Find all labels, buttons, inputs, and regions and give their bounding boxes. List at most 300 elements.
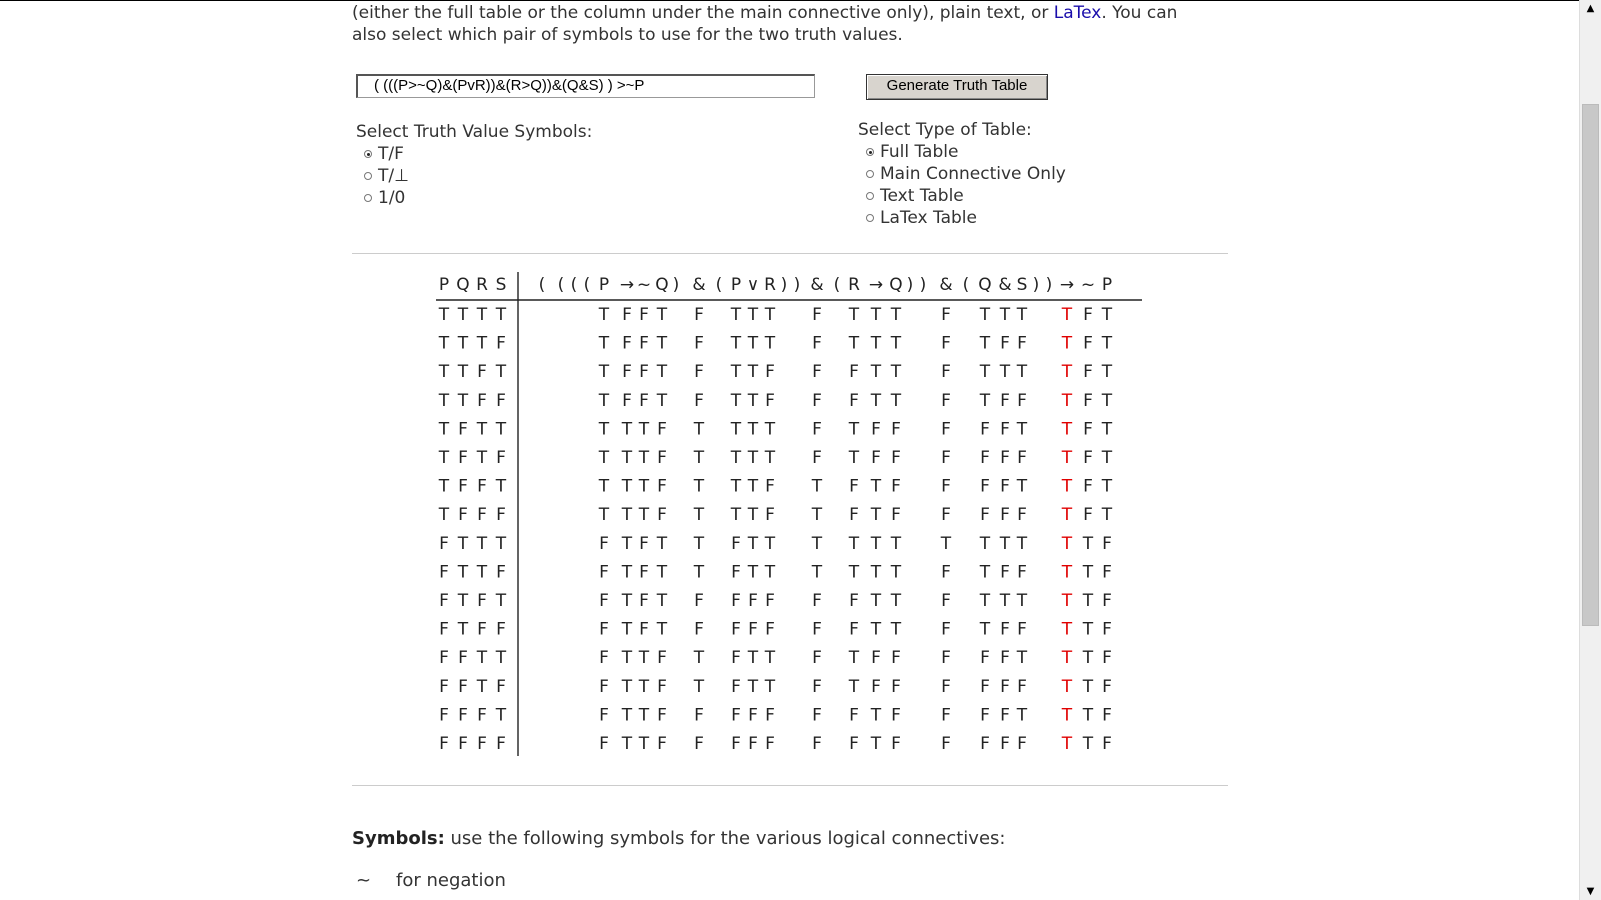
- table-cell-var: T: [495, 419, 507, 440]
- table-cell-value: F: [941, 505, 951, 526]
- table-cell-value: F: [765, 619, 775, 640]
- table-cell-value: T: [693, 562, 705, 583]
- table-cell-var: F: [439, 591, 449, 611]
- table-cell-value: F: [980, 705, 990, 726]
- table-cell-var: F: [439, 619, 449, 640]
- table-cell-var: T: [438, 448, 450, 468]
- table-cell-value: T: [811, 562, 823, 583]
- table-cell-value: F: [639, 591, 649, 611]
- table-cell-var: T: [457, 619, 469, 640]
- table-cell-value: T: [693, 648, 705, 669]
- truth-symbol-option-label: T/⊥: [378, 166, 409, 186]
- table-cell-value: T: [848, 533, 860, 554]
- table-cell-value: F: [765, 476, 775, 497]
- table-cell-value: F: [1000, 734, 1010, 754]
- table-cell-var: F: [439, 533, 449, 554]
- table-cell-value: F: [622, 390, 632, 411]
- table-cell-value: F: [871, 676, 881, 697]
- table-cell-value: F: [599, 734, 609, 754]
- table-header-token: ∨: [746, 275, 760, 295]
- latex-link[interactable]: LaTex: [1053, 3, 1102, 23]
- table-cell-value: T: [811, 505, 823, 526]
- table-cell-value: T: [890, 591, 902, 611]
- table-cell-value: F: [599, 676, 609, 697]
- table-cell-value: F: [980, 476, 990, 497]
- table-cell-value: F: [849, 390, 859, 411]
- table-cell-value: T: [999, 362, 1011, 383]
- table-type-label: Select Type of Table:: [858, 120, 1032, 140]
- table-cell-value: T: [764, 333, 776, 354]
- table-cell-value: F: [657, 476, 667, 497]
- negation-description: for negation: [396, 870, 506, 891]
- table-cell-value: F: [891, 505, 901, 526]
- table-cell-value: T: [890, 333, 902, 354]
- table-cell-value: F: [849, 705, 859, 726]
- table-cell-var: F: [458, 419, 468, 440]
- table-cell-value: T: [598, 448, 610, 468]
- table-cell-value: F: [765, 362, 775, 383]
- truth-symbol-option[interactable]: [356, 187, 592, 209]
- table-cell-value: F: [1083, 333, 1093, 354]
- table-cell-value: F: [765, 734, 775, 754]
- table-cell-value: F: [941, 705, 951, 726]
- table-cell-value: F: [1000, 619, 1010, 640]
- table-cell-value: T: [638, 676, 650, 697]
- table-cell-value: T: [979, 305, 991, 325]
- table-cell-value: T: [764, 533, 776, 554]
- table-cell-value: F: [1083, 390, 1093, 411]
- table-cell-value: F: [941, 619, 951, 640]
- table-cell-value: F: [765, 390, 775, 411]
- truth-table: [352, 272, 1228, 772]
- table-cell-var: F: [439, 562, 449, 583]
- table-cell-var: F: [439, 676, 449, 697]
- truth-symbol-option[interactable]: [356, 165, 592, 187]
- table-cell-value: F: [891, 476, 901, 497]
- table-header-token: →: [619, 275, 635, 295]
- truth-symbol-option[interactable]: [356, 143, 592, 165]
- table-cell-value: T: [730, 333, 742, 354]
- table-cell-value: F: [849, 619, 859, 640]
- table-type-option-label: LaTex Table: [880, 208, 977, 228]
- radio-button-icon[interactable]: [364, 172, 372, 180]
- table-cell-var: F: [477, 734, 487, 754]
- table-cell-value: T: [848, 562, 860, 583]
- table-cell-value: F: [1102, 591, 1112, 611]
- table-cell-value: T: [979, 362, 991, 383]
- table-cell-value: T: [747, 648, 759, 669]
- table-cell-var: F: [458, 676, 468, 697]
- table-cell-value: F: [731, 648, 741, 669]
- table-cell-main-connective: T: [1061, 305, 1073, 325]
- table-cell-value: T: [730, 390, 742, 411]
- table-cell-value: F: [891, 648, 901, 669]
- radio-button-icon[interactable]: [866, 148, 874, 156]
- table-header-token: (: [557, 275, 565, 295]
- table-cell-var: F: [477, 591, 487, 611]
- table-cell-var: T: [476, 448, 488, 468]
- table-cell-value: T: [870, 305, 882, 325]
- generate-truth-table-button[interactable]: Generate Truth Table: [866, 74, 1048, 100]
- table-cell-value: F: [748, 705, 758, 726]
- table-cell-value: T: [979, 619, 991, 640]
- scrollbar-thumb[interactable]: [1582, 104, 1599, 626]
- table-cell-value: T: [656, 533, 668, 554]
- table-cell-value: F: [941, 591, 951, 611]
- table-cell-value: T: [1082, 676, 1094, 697]
- table-header-token: P: [598, 275, 610, 295]
- table-cell-var: F: [477, 390, 487, 411]
- table-cell-value: F: [1102, 533, 1112, 554]
- table-cell-var: T: [495, 305, 507, 325]
- table-cell-value: T: [598, 305, 610, 325]
- table-cell-value: F: [849, 734, 859, 754]
- table-header-var: Q: [456, 275, 470, 295]
- table-cell-value: T: [1101, 419, 1113, 440]
- table-cell-value: F: [694, 591, 704, 611]
- radio-button-icon[interactable]: [364, 194, 372, 202]
- table-cell-var: F: [458, 734, 468, 754]
- table-cell-var: T: [495, 362, 507, 383]
- table-cell-value: F: [731, 591, 741, 611]
- table-cell-value: T: [1082, 734, 1094, 754]
- table-cell-value: T: [747, 390, 759, 411]
- table-cell-value: F: [1000, 676, 1010, 697]
- table-cell-value: F: [731, 562, 741, 583]
- table-cell-var: F: [458, 705, 468, 726]
- table-cell-value: F: [748, 619, 758, 640]
- table-header-token: R: [848, 275, 860, 295]
- table-header-token: ): [780, 275, 788, 295]
- table-cell-value: F: [1102, 676, 1112, 697]
- table-cell-main-connective: T: [1061, 390, 1073, 411]
- table-cell-value: T: [730, 476, 742, 497]
- table-header-token: P: [1101, 275, 1113, 295]
- table-cell-var: F: [496, 562, 506, 583]
- table-cell-value: T: [747, 562, 759, 583]
- table-cell-value: F: [731, 734, 741, 754]
- table-cell-value: T: [598, 362, 610, 383]
- table-cell-var: F: [477, 362, 487, 383]
- table-cell-value: F: [1000, 390, 1010, 411]
- table-cell-var: T: [438, 476, 450, 497]
- table-cell-value: T: [848, 419, 860, 440]
- table-header-token: &: [810, 275, 824, 295]
- table-cell-value: T: [747, 362, 759, 383]
- table-cell-value: T: [870, 362, 882, 383]
- radio-button-icon[interactable]: [866, 170, 874, 178]
- table-type-option[interactable]: [858, 185, 1066, 207]
- table-cell-value: F: [1102, 619, 1112, 640]
- table-cell-value: T: [730, 448, 742, 468]
- table-cell-value: T: [870, 734, 882, 754]
- table-cell-var: F: [477, 505, 487, 526]
- table-cell-var: T: [438, 505, 450, 526]
- table-cell-value: T: [747, 476, 759, 497]
- table-cell-value: F: [1102, 734, 1112, 754]
- table-cell-main-connective: T: [1061, 705, 1073, 726]
- table-cell-value: T: [656, 362, 668, 383]
- table-header-token: R: [764, 275, 776, 295]
- table-cell-value: F: [694, 390, 704, 411]
- table-cell-value: F: [694, 362, 704, 383]
- table-cell-var: T: [457, 591, 469, 611]
- table-header-token: Q: [655, 275, 669, 295]
- table-cell-value: T: [1016, 705, 1028, 726]
- table-cell-value: T: [1101, 505, 1113, 526]
- table-cell-value: T: [890, 362, 902, 383]
- table-cell-value: F: [941, 562, 951, 583]
- table-cell-value: F: [941, 305, 951, 325]
- table-cell-value: T: [848, 448, 860, 468]
- vertical-scrollbar[interactable]: [1579, 0, 1601, 900]
- table-cell-value: T: [1016, 533, 1028, 554]
- table-header-token: ): [1045, 275, 1053, 295]
- table-cell-value: F: [812, 390, 822, 411]
- table-cell-value: T: [999, 591, 1011, 611]
- table-cell-value: F: [980, 648, 990, 669]
- table-cell-var: F: [496, 390, 506, 411]
- table-header-token: ): [906, 275, 914, 295]
- table-cell-value: T: [693, 676, 705, 697]
- table-cell-value: T: [764, 305, 776, 325]
- table-header-var: P: [438, 275, 450, 295]
- table-cell-value: F: [639, 333, 649, 354]
- radio-button-icon[interactable]: [364, 150, 372, 158]
- table-cell-value: F: [891, 705, 901, 726]
- table-cell-value: F: [731, 676, 741, 697]
- table-cell-value: T: [764, 562, 776, 583]
- table-cell-value: T: [811, 476, 823, 497]
- symbols-heading-line: Symbols: use the following symbols for the various logical connectives:: [352, 828, 1006, 849]
- table-cell-value: T: [848, 676, 860, 697]
- table-cell-value: T: [621, 448, 633, 468]
- table-cell-value: T: [870, 591, 882, 611]
- table-header-var: R: [476, 275, 488, 295]
- table-cell-value: T: [621, 676, 633, 697]
- table-cell-value: T: [940, 533, 952, 554]
- table-cell-value: T: [890, 390, 902, 411]
- table-cell-value: T: [747, 448, 759, 468]
- table-cell-var: T: [438, 305, 450, 325]
- table-header-token: (: [570, 275, 578, 295]
- table-cell-main-connective: T: [1061, 734, 1073, 754]
- table-cell-value: T: [1082, 562, 1094, 583]
- table-cell-value: T: [656, 333, 668, 354]
- table-cell-value: F: [765, 505, 775, 526]
- table-header-token: →: [1059, 275, 1075, 295]
- radio-button-icon[interactable]: [866, 214, 874, 222]
- table-cell-value: F: [849, 591, 859, 611]
- table-cell-value: T: [1101, 362, 1113, 383]
- table-header-token: ): [1032, 275, 1040, 295]
- table-cell-value: T: [598, 333, 610, 354]
- table-cell-value: T: [890, 305, 902, 325]
- table-cell-value: F: [622, 305, 632, 325]
- table-cell-value: T: [870, 562, 882, 583]
- table-cell-value: T: [638, 505, 650, 526]
- table-header-token: (: [715, 275, 723, 295]
- table-cell-value: F: [1102, 562, 1112, 583]
- table-cell-value: F: [812, 705, 822, 726]
- table-type-option[interactable]: [858, 141, 1066, 163]
- radio-button-icon[interactable]: [866, 192, 874, 200]
- table-cell-value: F: [748, 591, 758, 611]
- table-cell-value: F: [812, 734, 822, 754]
- table-cell-main-connective: T: [1061, 419, 1073, 440]
- table-cell-value: F: [748, 734, 758, 754]
- table-cell-value: F: [812, 419, 822, 440]
- table-cell-value: T: [1016, 591, 1028, 611]
- table-cell-value: F: [980, 419, 990, 440]
- table-cell-value: F: [812, 648, 822, 669]
- table-cell-value: F: [941, 734, 951, 754]
- table-cell-var: F: [439, 648, 449, 669]
- table-header-token: (: [962, 275, 970, 295]
- table-cell-value: T: [979, 591, 991, 611]
- table-cell-value: F: [731, 705, 741, 726]
- table-cell-var: T: [495, 591, 507, 611]
- table-cell-main-connective: T: [1061, 448, 1073, 468]
- table-cell-value: T: [999, 533, 1011, 554]
- table-cell-var: T: [457, 533, 469, 554]
- table-cell-value: T: [1016, 476, 1028, 497]
- table-cell-value: T: [1101, 333, 1113, 354]
- table-cell-main-connective: T: [1061, 333, 1073, 354]
- table-cell-value: F: [1017, 505, 1027, 526]
- table-cell-value: F: [657, 676, 667, 697]
- table-cell-var: T: [457, 562, 469, 583]
- table-cell-var: F: [496, 505, 506, 526]
- table-cell-value: T: [848, 333, 860, 354]
- table-type-option[interactable]: [858, 163, 1066, 185]
- table-cell-value: T: [598, 476, 610, 497]
- table-header-token: (: [833, 275, 841, 295]
- table-header-token: P: [730, 275, 742, 295]
- symbol-row-negation: [356, 870, 506, 891]
- table-cell-value: F: [812, 362, 822, 383]
- table-cell-value: F: [1017, 390, 1027, 411]
- table-header-var: S: [495, 275, 507, 295]
- table-cell-value: T: [1016, 305, 1028, 325]
- divider-bottom: [352, 785, 1228, 786]
- table-cell-value: T: [693, 448, 705, 468]
- table-cell-value: T: [747, 305, 759, 325]
- table-cell-value: F: [849, 476, 859, 497]
- table-header-token: ~: [1080, 275, 1096, 295]
- table-header-token: S: [1016, 275, 1028, 295]
- table-cell-value: F: [1083, 448, 1093, 468]
- table-type-option-label: Text Table: [880, 186, 964, 206]
- intro-paragraph: [352, 0, 1232, 46]
- table-cell-value: T: [890, 533, 902, 554]
- table-cell-value: F: [1000, 505, 1010, 526]
- table-cell-var: T: [476, 419, 488, 440]
- table-cell-value: T: [1101, 448, 1113, 468]
- table-cell-value: T: [870, 390, 882, 411]
- table-cell-value: F: [941, 362, 951, 383]
- table-cell-value: T: [621, 734, 633, 754]
- table-cell-value: F: [1000, 419, 1010, 440]
- table-cell-value: T: [656, 619, 668, 640]
- table-cell-value: T: [693, 533, 705, 554]
- table-cell-var: T: [438, 333, 450, 354]
- table-header-token: ): [793, 275, 801, 295]
- table-cell-var: T: [495, 705, 507, 726]
- table-cell-value: T: [870, 619, 882, 640]
- table-cell-value: F: [639, 305, 649, 325]
- scroll-down-icon[interactable]: ▼: [1580, 883, 1601, 900]
- table-cell-value: T: [730, 419, 742, 440]
- table-cell-value: T: [621, 505, 633, 526]
- table-cell-value: T: [638, 705, 650, 726]
- table-cell-value: T: [1082, 533, 1094, 554]
- table-cell-value: F: [1083, 505, 1093, 526]
- table-cell-value: F: [657, 734, 667, 754]
- table-cell-value: T: [747, 676, 759, 697]
- table-type-option[interactable]: [858, 207, 1066, 229]
- table-cell-value: T: [638, 448, 650, 468]
- table-cell-main-connective: T: [1061, 362, 1073, 383]
- table-cell-value: T: [638, 419, 650, 440]
- table-cell-value: T: [747, 419, 759, 440]
- table-cell-value: F: [980, 734, 990, 754]
- table-cell-value: T: [870, 505, 882, 526]
- table-cell-value: F: [812, 619, 822, 640]
- table-cell-main-connective: T: [1061, 476, 1073, 497]
- table-cell-var: F: [458, 448, 468, 468]
- table-cell-var: F: [477, 476, 487, 497]
- table-cell-var: F: [439, 734, 449, 754]
- table-cell-value: F: [639, 562, 649, 583]
- formula-input[interactable]: ( (((P>~Q)&(PvR))&(R>Q))&(Q&S) ) >~P: [356, 74, 815, 98]
- table-cell-var: T: [476, 562, 488, 583]
- intro-line-3: also select which pair of symbols to use for the two truth values.: [352, 25, 903, 45]
- table-cell-main-connective: T: [1061, 505, 1073, 526]
- table-cell-value: F: [599, 648, 609, 669]
- table-cell-var: T: [438, 419, 450, 440]
- intro-line-2: (either the full table or the column under the main connective only), plain text, or LaTex. You can: [352, 3, 1178, 23]
- table-cell-value: F: [812, 448, 822, 468]
- table-cell-value: F: [849, 505, 859, 526]
- table-cell-value: T: [870, 533, 882, 554]
- table-cell-value: F: [1000, 648, 1010, 669]
- table-cell-value: F: [1017, 734, 1027, 754]
- table-cell-value: T: [811, 533, 823, 554]
- table-cell-value: T: [730, 305, 742, 325]
- table-cell-value: F: [765, 591, 775, 611]
- table-cell-value: T: [621, 705, 633, 726]
- scroll-up-icon[interactable]: ▲: [1580, 0, 1601, 17]
- table-cell-value: F: [599, 591, 609, 611]
- table-cell-value: F: [657, 448, 667, 468]
- table-cell-value: T: [693, 476, 705, 497]
- table-cell-var: T: [438, 362, 450, 383]
- table-cell-value: F: [1017, 619, 1027, 640]
- table-header-token: (: [583, 275, 591, 295]
- table-header-token: →: [868, 275, 884, 295]
- table-header-token: &: [998, 275, 1012, 295]
- table-cell-var: F: [496, 734, 506, 754]
- table-header-token: &: [939, 275, 953, 295]
- table-cell-value: F: [657, 648, 667, 669]
- table-cell-value: T: [1101, 390, 1113, 411]
- table-cell-value: T: [1101, 476, 1113, 497]
- table-type-option-label: Main Connective Only: [880, 164, 1066, 184]
- table-cell-value: T: [1016, 362, 1028, 383]
- symbols-heading: Symbols:: [352, 828, 445, 849]
- table-cell-value: T: [747, 505, 759, 526]
